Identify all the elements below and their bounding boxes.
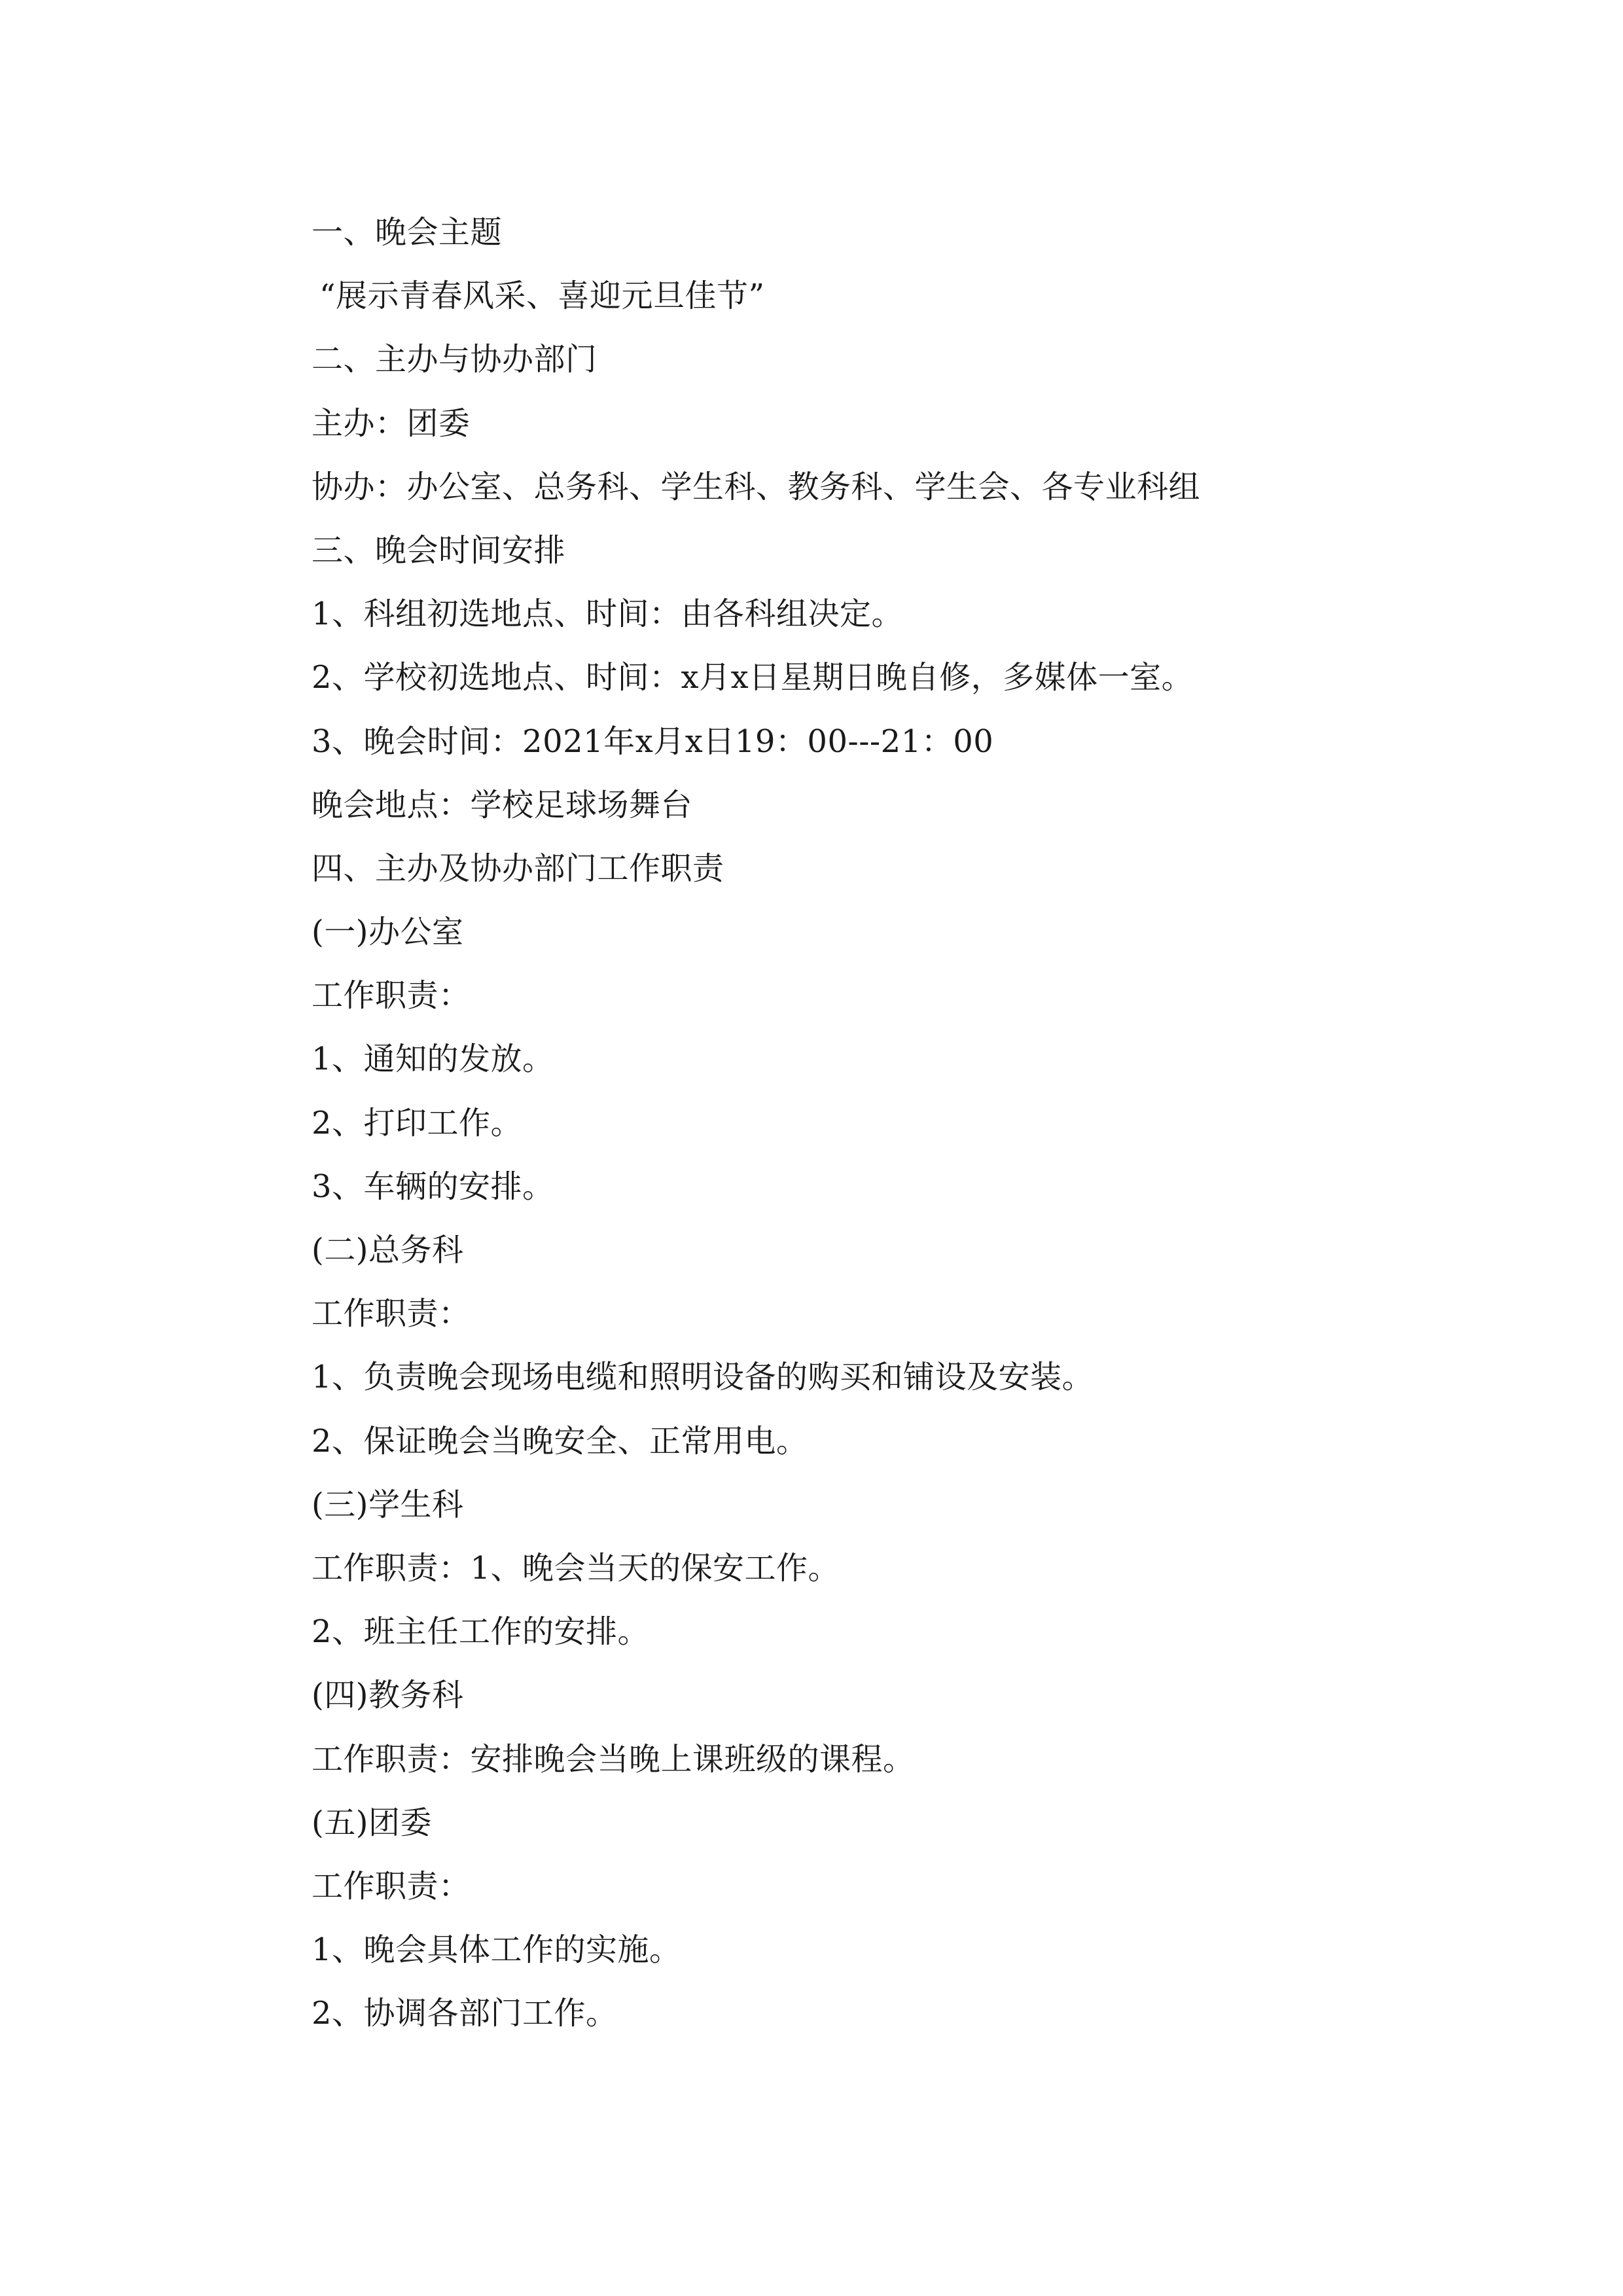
duty-item: 2、协调各部门工作。 — [312, 1995, 618, 2032]
venue-line: 晚会地点：学校足球场舞台 — [312, 786, 693, 823]
duty-item: 2、打印工作。 — [312, 1104, 523, 1141]
theme-text: “展示青春风采、喜迎元旦佳节” — [319, 278, 765, 315]
duty-item: 3、车辆的安排。 — [312, 1168, 554, 1205]
duty-item: 2、班主任工作的安排。 — [312, 1613, 650, 1651]
duties-label: 工作职责： — [312, 1295, 471, 1333]
duty-item: 1、负责晚会现场电缆和照明设备的购买和铺设及安装。 — [312, 1359, 1094, 1396]
organizer-line: 主办：团委 — [312, 404, 471, 442]
subsection-heading: (三)学生科 — [312, 1486, 464, 1523]
subsection-heading: (一)办公室 — [312, 914, 464, 951]
co-organizer-line: 协办：办公室、总务科、学生科、教务科、学生会、各专业科组 — [312, 468, 1201, 505]
schedule-item: 3、晚会时间：2021年x月x日19：00---21：00 — [312, 723, 994, 760]
duty-item: 1、通知的发放。 — [312, 1041, 554, 1078]
schedule-item: 1、科组初选地点、时间：由各科组决定。 — [312, 596, 904, 633]
duty-item: 2、保证晚会当晚安全、正常用电。 — [312, 1422, 808, 1460]
section-heading: 三、晚会时间安排 — [312, 531, 566, 569]
duty-item: 1、晚会具体工作的实施。 — [312, 1931, 681, 1969]
section-heading: 二、主办与协办部门 — [312, 341, 597, 378]
subsection-heading: (四)教务科 — [312, 1677, 464, 1714]
duties-label: 工作职责： — [312, 977, 471, 1014]
section-heading: 一、晚会主题 — [312, 214, 503, 251]
duty-item: 工作职责：安排晚会当晚上课班级的课程。 — [312, 1740, 915, 1778]
section-heading: 四、主办及协办部门工作职责 — [312, 850, 724, 887]
document-body — [312, 201, 1424, 2045]
subsection-heading: (二)总务科 — [312, 1232, 464, 1268]
duty-item: 工作职责：1、晚会当天的保安工作。 — [312, 1549, 840, 1587]
duties-label: 工作职责： — [312, 1867, 471, 1905]
schedule-item: 2、学校初选地点、时间：x月x日星期日晚自修，多媒体一室。 — [312, 659, 1194, 696]
subsection-heading: (五)团委 — [312, 1804, 432, 1841]
